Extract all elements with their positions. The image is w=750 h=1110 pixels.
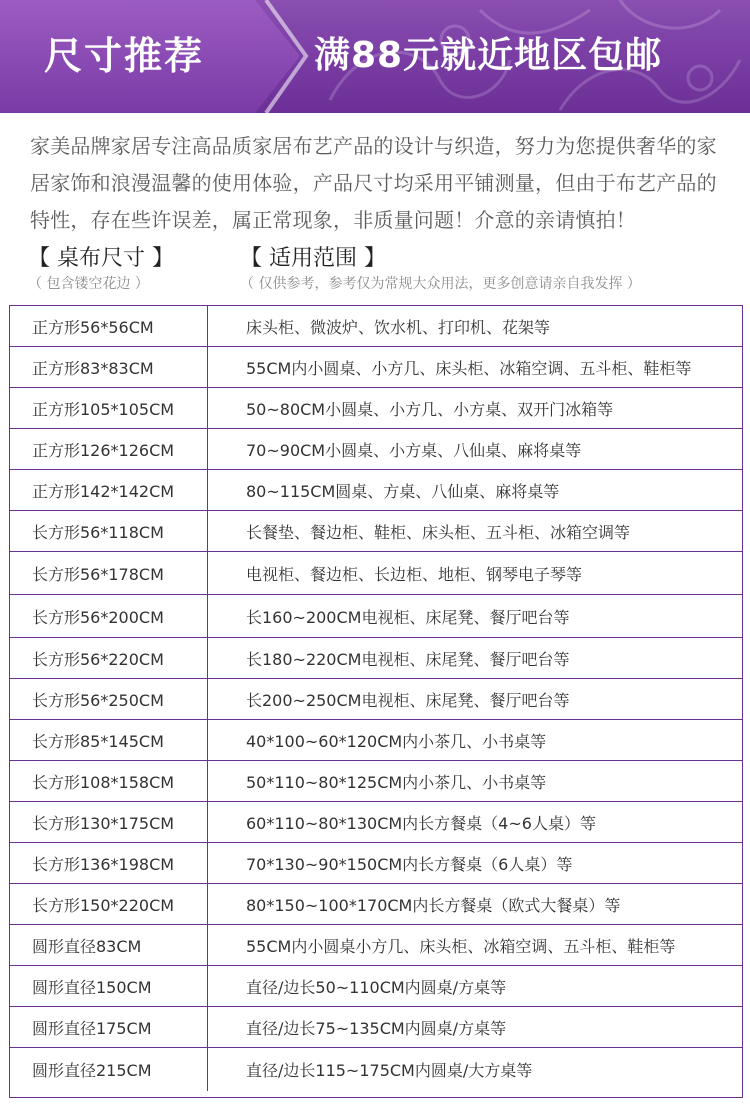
use-cell: 70*130~90*150CM内长方餐桌（6人桌）等	[246, 854, 573, 874]
use-cell: 60*110~80*130CM内长方餐桌（4~6人桌）等	[246, 813, 596, 833]
use-cell: 80~115CM圆桌、方桌、八仙桌、麻将桌等	[246, 481, 560, 501]
use-cell: 55CM内小圆桌、小方几、床头柜、冰箱空调、五斗柜、鞋柜等	[246, 358, 692, 378]
table-row	[10, 802, 742, 843]
use-cell: 直径/边长50~110CM内圆桌/方桌等	[246, 977, 507, 997]
table-row	[10, 347, 742, 388]
table-row	[10, 843, 742, 884]
use-column-subtitle: （ 仅供参考，参考仅为常规大众用法，更多创意请亲自我发挥 ）	[240, 276, 641, 292]
table-row	[10, 761, 742, 802]
table-row	[10, 306, 742, 347]
use-cell: 55CM内小圆桌小方几、床头柜、冰箱空调、五斗柜、鞋柜等	[246, 936, 676, 956]
table-row	[10, 884, 742, 925]
size-cell: 长方形85*145CM	[10, 720, 208, 760]
use-column-title: 【 适用范围 】	[240, 246, 386, 271]
banner-left-title: 尺寸推荐	[44, 34, 205, 78]
table-row	[10, 552, 742, 595]
use-cell: 80*150~100*170CM内长方餐桌（欧式大餐桌）等	[246, 895, 621, 915]
banner-right-title: 满88元就近地区包邮	[314, 35, 663, 76]
size-cell: 圆形直径150CM	[10, 966, 208, 1006]
banner	[0, 0, 750, 113]
size-cell: 长方形108*158CM	[10, 761, 208, 801]
use-cell: 70~90CM小圆桌、小方桌、八仙桌、麻将桌等	[246, 440, 582, 460]
use-cell: 长200~250CM电视柜、床尾凳、餐厅吧台等	[246, 690, 570, 710]
size-cell: 圆形直径215CM	[10, 1048, 208, 1091]
use-cell: 40*100~60*120CM内小茶几、小书桌等	[246, 731, 547, 751]
use-cell: 50~80CM小圆桌、小方几、小方桌、双开门冰箱等	[246, 399, 614, 419]
use-cell: 电视柜、餐边柜、长边柜、地柜、钢琴电子琴等	[246, 564, 583, 584]
table-row	[10, 1048, 742, 1091]
size-cell: 正方形56*56CM	[10, 306, 208, 346]
size-cell: 正方形83*83CM	[10, 347, 208, 387]
table-row	[10, 925, 742, 966]
chevron-divider-icon	[262, 0, 318, 113]
use-cell: 长餐垫、餐边柜、鞋柜、床头柜、五斗柜、冰箱空调等	[246, 522, 631, 542]
table-row	[10, 511, 742, 552]
use-cell: 直径/边长75~135CM内圆桌/方桌等	[246, 1018, 507, 1038]
table-row	[10, 429, 742, 470]
size-cell: 正方形142*142CM	[10, 470, 208, 510]
size-cell: 长方形56*200CM	[10, 595, 208, 637]
size-cell: 长方形150*220CM	[10, 884, 208, 924]
table-row	[10, 679, 742, 720]
size-cell: 长方形56*118CM	[10, 511, 208, 551]
use-cell: 长180~220CM电视柜、床尾凳、餐厅吧台等	[246, 649, 570, 669]
size-column-header	[28, 244, 174, 294]
size-cell: 圆形直径83CM	[10, 925, 208, 965]
size-column-subtitle: （ 包含镂空花边 ）	[28, 276, 149, 292]
table-row	[10, 638, 742, 679]
use-cell: 床头柜、微波炉、饮水机、打印机、花架等	[246, 317, 551, 337]
use-cell: 长160~200CM电视柜、床尾凳、餐厅吧台等	[246, 607, 570, 627]
table-row	[10, 1007, 742, 1048]
table-row	[10, 388, 742, 429]
use-cell: 50*110~80*125CM内小茶几、小书桌等	[246, 772, 547, 792]
table-row	[10, 470, 742, 511]
use-column-header	[240, 244, 641, 294]
size-cell: 正方形105*105CM	[10, 388, 208, 428]
size-cell: 长方形56*250CM	[10, 679, 208, 719]
intro-paragraph: 家美品牌家居专注高品质家居布艺产品的设计与织造，努力为您提供奢华的家居家饰和浪漫温馨的使用体验，产品尺寸均采用平铺测量，但由于布艺产品的特性，存在些许误差，属正常现象，非质量问题！介意的亲请慎拍！	[30, 134, 717, 232]
table-row	[10, 720, 742, 761]
size-column-title: 【 桌布尺寸 】	[28, 246, 174, 271]
table-row	[10, 595, 742, 638]
size-cell: 长方形130*175CM	[10, 802, 208, 842]
size-cell: 正方形126*126CM	[10, 429, 208, 469]
size-table	[9, 305, 743, 1098]
size-cell: 长方形56*220CM	[10, 638, 208, 678]
size-cell: 圆形直径175CM	[10, 1007, 208, 1047]
size-cell: 长方形136*198CM	[10, 843, 208, 883]
size-cell: 长方形56*178CM	[10, 552, 208, 594]
table-row	[10, 966, 742, 1007]
use-cell: 直径/边长115~175CM内圆桌/大方桌等	[246, 1061, 533, 1080]
